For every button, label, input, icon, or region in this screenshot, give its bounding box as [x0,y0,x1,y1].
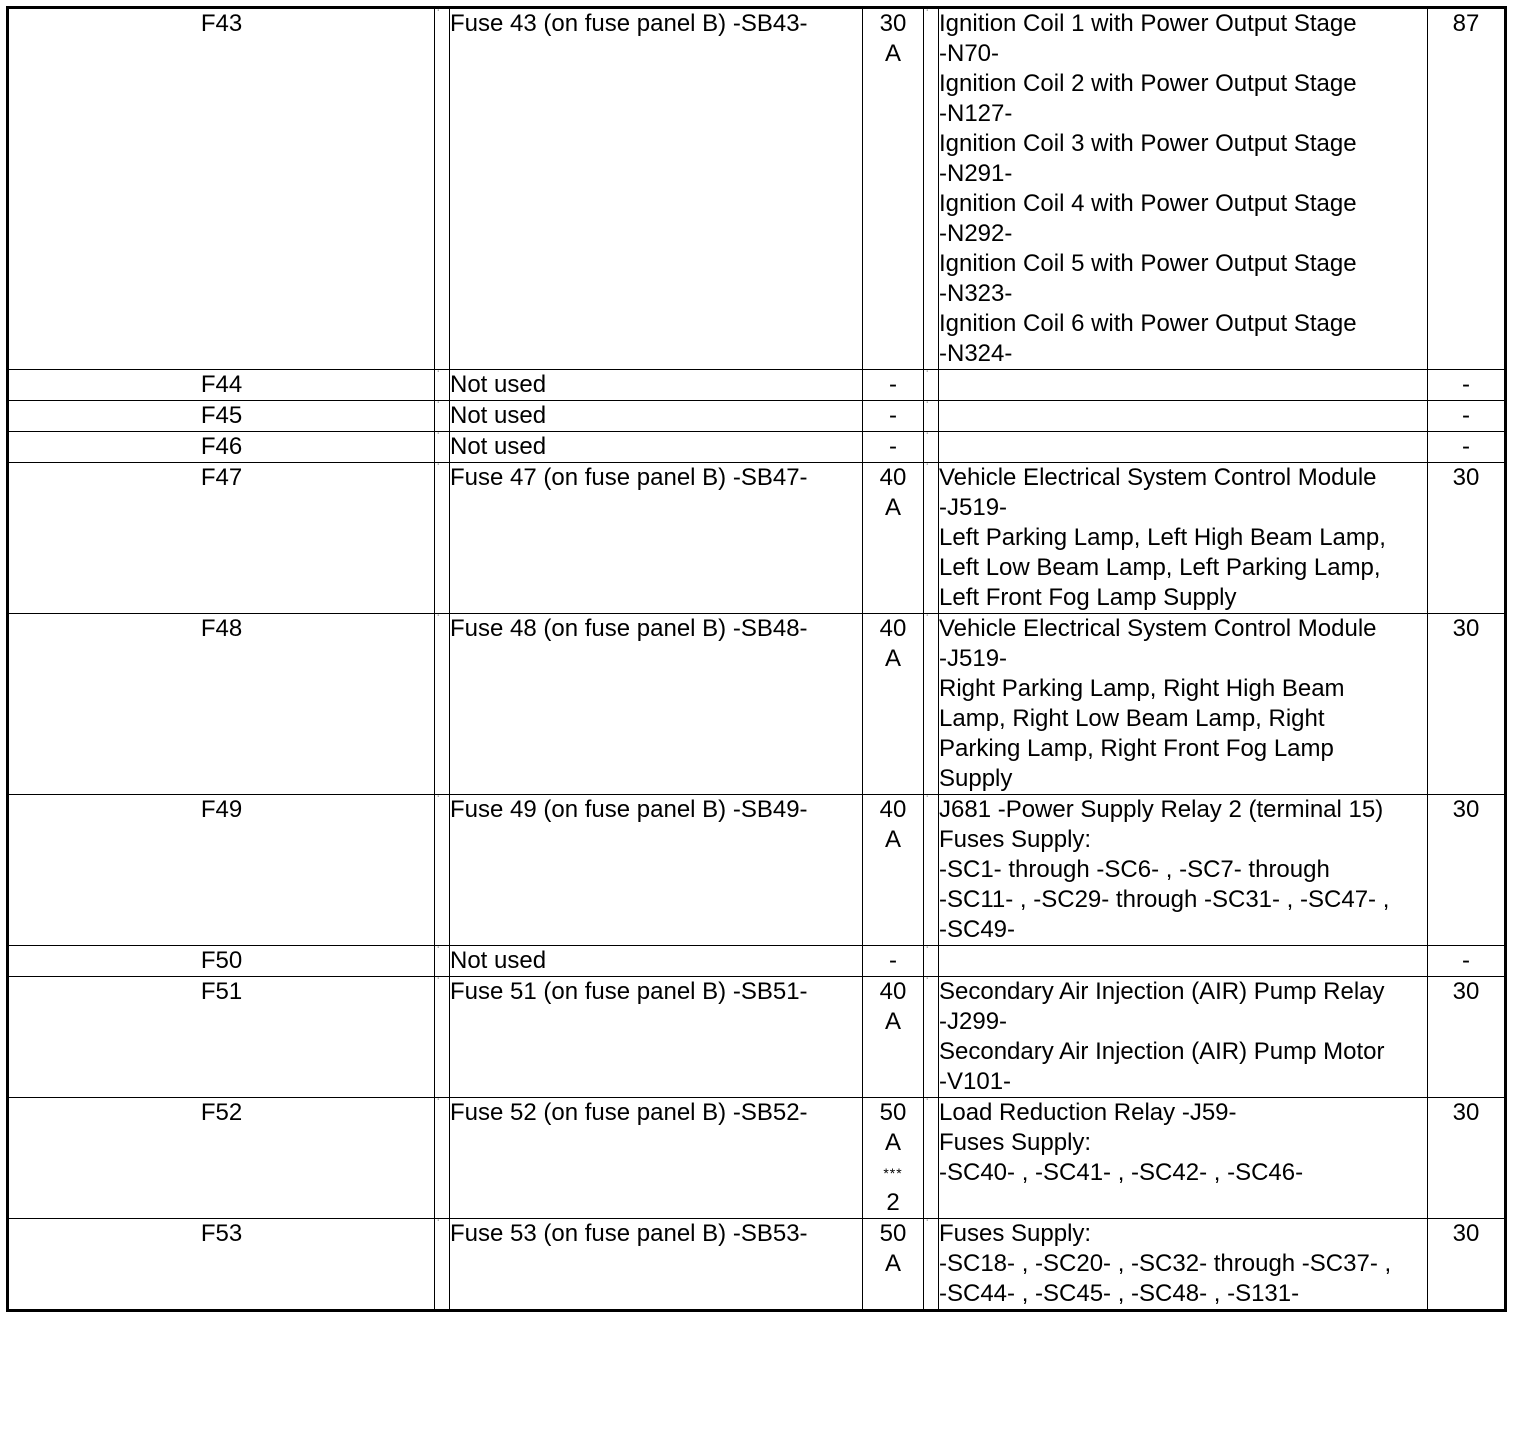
fuse-row [8,432,1506,463]
circuit-line: Ignition Coil 2 with Power Output Stage [939,70,1357,97]
spacer-cell [924,795,939,946]
cell-marker: ˙ [926,432,930,443]
fuse-id-cell: F48 [8,614,435,795]
terminal-cell: 30 [1428,463,1506,614]
cell-marker: ˙ [926,463,930,474]
protected-circuit-cell [939,432,1428,463]
protected-circuit-cell [939,463,1428,614]
terminal-cell: 30 [1428,1098,1506,1219]
fuse-id-cell: F47 [8,463,435,614]
fuse-id-cell: F52 [8,1098,435,1219]
circuit-line: Supply [939,765,1013,792]
cell-marker: ˙ [926,795,930,806]
fuse-rating-cell [863,463,924,614]
fuse-row [8,614,1506,795]
terminal-cell: - [1428,370,1506,401]
spacer-cell [924,1219,939,1311]
fuse-row [8,977,1506,1098]
circuit-line: Load Reduction Relay -J59- [939,1099,1237,1126]
cell-marker: ˙ [926,370,930,381]
fuse-rating-cell [863,8,924,370]
fuse-row [8,1219,1506,1311]
spacer-cell [435,463,450,614]
circuit-line: Ignition Coil 4 with Power Output Stage [939,190,1357,217]
spacer-cell [435,1219,450,1311]
rating-line: 40 [879,464,907,491]
spacer-cell [435,1098,450,1219]
cell-marker: ˙ [926,1219,930,1230]
rating-line: A [884,1129,901,1156]
fuse-rating-cell [863,401,924,432]
circuit-line: Fuses Supply: [939,1220,1092,1247]
fuse-row [8,401,1506,432]
fuse-row [8,463,1506,614]
fuse-description-cell: Fuse 43 (on fuse panel B) -SB43- [450,8,863,370]
circuit-line: -N127- [939,100,1013,127]
cell-marker: ˙ [437,9,441,20]
fuse-row [8,1098,1506,1219]
fuse-id-cell: F50 [8,946,435,977]
fuse-table-body [8,8,1506,1311]
circuit-line: Ignition Coil 5 with Power Output Stage [939,250,1357,277]
circuit-line: Left Front Fog Lamp Supply [939,584,1237,611]
fuse-rating-cell [863,795,924,946]
cell-marker: ˙ [437,614,441,625]
cell-marker: ˙ [437,401,441,412]
spacer-cell [924,1098,939,1219]
cell-marker: ˙ [926,614,930,625]
circuit-line: Ignition Coil 1 with Power Output Stage [939,10,1357,37]
cell-marker: ˙ [437,432,441,443]
cell-marker: ˙ [926,977,930,988]
rating-line: - [889,402,897,429]
fuse-rating-cell [863,432,924,463]
protected-circuit-cell [939,614,1428,795]
circuit-line: Left Parking Lamp, Left High Beam Lamp, [939,524,1386,551]
fuse-id-cell: F44 [8,370,435,401]
spacer-cell [435,614,450,795]
cell-marker: ˙ [437,1098,441,1109]
cell-marker: ˙ [437,977,441,988]
fuse-id-cell: F46 [8,432,435,463]
spacer-cell [924,8,939,370]
circuit-line: Lamp, Right Low Beam Lamp, Right [939,705,1325,732]
circuit-line: -J299- [939,1008,1008,1035]
rating-line: 2 [886,1189,900,1216]
circuit-line: -SC40- , -SC41- , -SC42- , -SC46- [939,1159,1304,1186]
rating-line: A [884,40,901,67]
cell-marker: ˙ [437,946,441,957]
circuit-line: Left Low Beam Lamp, Left Parking Lamp, [939,554,1381,581]
circuit-line: Secondary Air Injection (AIR) Pump Relay [939,978,1385,1005]
terminal-cell: - [1428,946,1506,977]
cell-marker: ˙ [926,946,930,957]
rating-line: A [884,494,901,521]
fuse-description-cell: Fuse 47 (on fuse panel B) -SB47- [450,463,863,614]
circuit-line: -N70- [939,40,1000,67]
rating-line: A [884,1250,901,1277]
circuit-line: Ignition Coil 3 with Power Output Stage [939,130,1357,157]
rating-line: A [884,1008,901,1035]
protected-circuit-cell [939,401,1428,432]
circuit-line: Fuses Supply: [939,1129,1092,1156]
circuit-line: Right Parking Lamp, Right High Beam [939,675,1345,702]
fuse-description-cell: Fuse 51 (on fuse panel B) -SB51- [450,977,863,1098]
spacer-cell [924,370,939,401]
spacer-cell [924,401,939,432]
rating-line: - [889,433,897,460]
protected-circuit-cell [939,977,1428,1098]
fuse-description-cell: Fuse 48 (on fuse panel B) -SB48- [450,614,863,795]
rating-line: 40 [879,615,907,642]
circuit-line: -N323- [939,280,1013,307]
fuse-rating-cell [863,614,924,795]
fuse-rating-cell [863,370,924,401]
cell-marker: ˙ [437,795,441,806]
circuit-line: -SC18- , -SC20- , -SC32- through -SC37- , [939,1250,1392,1277]
fuse-description-cell: Fuse 53 (on fuse panel B) -SB53- [450,1219,863,1311]
fuse-rating-cell [863,977,924,1098]
fuse-table [6,6,1507,1312]
fuse-row [8,8,1506,370]
rating-line: 30 [879,10,907,37]
fuse-rating-cell [863,1098,924,1219]
cell-marker: ˙ [437,463,441,474]
rating-line: 40 [879,978,907,1005]
fuse-description-cell: Not used [450,432,863,463]
rating-line: A [884,645,901,672]
cell-marker: ˙ [926,401,930,412]
circuit-line: Parking Lamp, Right Front Fog Lamp [939,735,1334,762]
circuit-line: -SC11- , -SC29- through -SC31- , -SC47- , [939,886,1390,913]
spacer-cell [435,8,450,370]
circuit-line: -N324- [939,340,1013,367]
fuse-description-cell: Not used [450,401,863,432]
terminal-cell: 30 [1428,1219,1506,1311]
spacer-cell [924,432,939,463]
protected-circuit-cell [939,370,1428,401]
terminal-cell: 30 [1428,977,1506,1098]
terminal-cell: 30 [1428,795,1506,946]
fuse-description-cell: Fuse 49 (on fuse panel B) -SB49- [450,795,863,946]
circuit-line: -N291- [939,160,1013,187]
spacer-cell [435,370,450,401]
protected-circuit-cell [939,1219,1428,1311]
circuit-line: Ignition Coil 6 with Power Output Stage [939,310,1357,337]
circuit-line: Fuses Supply: [939,826,1092,853]
circuit-line: -V101- [939,1068,1012,1095]
fuse-row [8,946,1506,977]
spacer-cell [924,977,939,1098]
protected-circuit-cell [939,8,1428,370]
circuit-line: -J519- [939,494,1008,521]
fuse-description-cell: Fuse 52 (on fuse panel B) -SB52- [450,1098,863,1219]
spacer-cell [435,432,450,463]
circuit-line: -SC44- , -SC45- , -SC48- , -S131- [939,1280,1300,1307]
spacer-cell [435,977,450,1098]
terminal-cell: - [1428,401,1506,432]
terminal-cell: - [1428,432,1506,463]
circuit-line: -SC1- through -SC6- , -SC7- through [939,856,1330,883]
fuse-row [8,795,1506,946]
circuit-line: -N292- [939,220,1013,247]
spacer-cell [924,463,939,614]
rating-line: 50 [879,1220,907,1247]
rating-line: - [889,947,897,974]
fuse-id-cell: F53 [8,1219,435,1311]
spacer-cell [435,795,450,946]
protected-circuit-cell [939,946,1428,977]
protected-circuit-cell [939,1098,1428,1219]
spacer-cell [924,614,939,795]
fuse-rating-cell [863,1219,924,1311]
fuse-rating-cell [863,946,924,977]
terminal-cell: 87 [1428,8,1506,370]
rating-line: 50 [879,1099,907,1126]
cell-marker: ˙ [437,1219,441,1230]
fuse-description-cell: Not used [450,946,863,977]
terminal-cell: 30 [1428,614,1506,795]
rating-footnote-marker: *** [883,1165,903,1181]
fuse-row [8,370,1506,401]
fuse-id-cell: F43 [8,8,435,370]
rating-line: - [889,371,897,398]
circuit-line: Vehicle Electrical System Control Module [939,615,1377,642]
spacer-cell [924,946,939,977]
fuse-id-cell: F51 [8,977,435,1098]
spacer-cell [435,946,450,977]
fuse-id-cell: F49 [8,795,435,946]
rating-line: A [884,826,901,853]
cell-marker: ˙ [437,370,441,381]
circuit-line: Secondary Air Injection (AIR) Pump Motor [939,1038,1385,1065]
circuit-line: Vehicle Electrical System Control Module [939,464,1377,491]
circuit-line: -SC49- [939,916,1016,943]
cell-marker: ˙ [926,9,930,20]
rating-line: 40 [879,796,907,823]
spacer-cell [435,401,450,432]
fuse-description-cell: Not used [450,370,863,401]
circuit-line: J681 -Power Supply Relay 2 (terminal 15) [939,796,1384,823]
circuit-line: -J519- [939,645,1008,672]
fuse-id-cell: F45 [8,401,435,432]
protected-circuit-cell [939,795,1428,946]
cell-marker: ˙ [926,1098,930,1109]
